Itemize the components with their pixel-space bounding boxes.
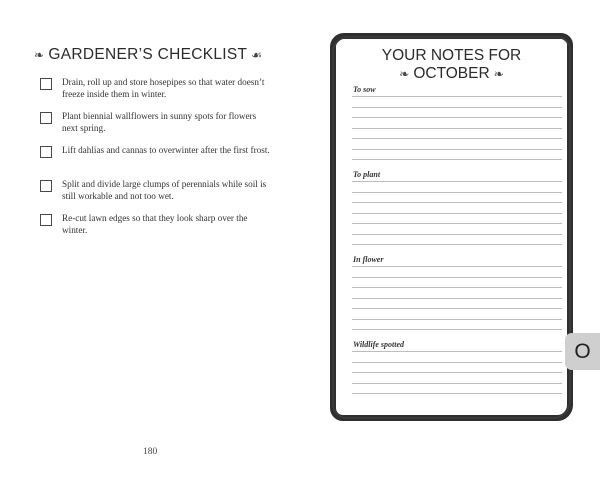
writing-line[interactable]: [352, 149, 562, 150]
notes-title: [336, 47, 567, 83]
checklist-title: [30, 46, 263, 64]
writing-line[interactable]: [352, 138, 562, 139]
writing-line[interactable]: [352, 181, 562, 182]
checklist-item-text: Lift dahlias and cannas to overwinter after the first frost.: [62, 145, 270, 155]
checklist-item-text: Plant biennial wallflowers in sunny spots for flowers next spring.: [62, 111, 257, 133]
checklist-item-text: Split and divide large clumps of perennials while soil is still workable and not too wet.: [62, 179, 267, 201]
writing-line[interactable]: [352, 308, 562, 309]
writing-line[interactable]: [352, 117, 562, 118]
checklist-item: [40, 213, 270, 247]
checklist-title-text: GARDENER’S CHECKLIST: [48, 46, 248, 63]
notes-title-line1: YOUR NOTES FOR: [381, 47, 522, 64]
checkbox[interactable]: [40, 180, 52, 192]
notes-card: [330, 33, 573, 421]
writing-line[interactable]: [352, 192, 562, 193]
month-tab[interactable]: O: [565, 333, 600, 370]
checklist-item-text: Drain, roll up and store hosepipes so that water doesn’t freeze inside them in winter.: [62, 77, 265, 99]
writing-line[interactable]: [352, 319, 562, 320]
checkbox[interactable]: [40, 214, 52, 226]
ornament-left-icon: ❧: [34, 47, 45, 62]
writing-line[interactable]: [352, 351, 562, 352]
page-number: 180: [143, 447, 158, 457]
writing-line[interactable]: [352, 244, 562, 245]
writing-line[interactable]: [352, 223, 562, 224]
writing-line[interactable]: [352, 393, 562, 394]
checklist-item-text: Re-cut lawn edges so that they look sharp over the winter.: [62, 213, 248, 235]
writing-line[interactable]: [352, 287, 562, 288]
writing-line[interactable]: [352, 213, 562, 214]
checkbox[interactable]: [40, 146, 52, 158]
writing-line[interactable]: [352, 159, 562, 160]
writing-line[interactable]: [352, 372, 562, 373]
writing-line[interactable]: [352, 362, 562, 363]
section-label: To sow: [353, 85, 376, 94]
checklist-item: [40, 77, 270, 111]
section-label: Wildlife spotted: [353, 340, 405, 349]
notes-title-line2: OCTOBER: [413, 65, 490, 83]
writing-line[interactable]: [352, 329, 562, 330]
checklist-item: [40, 179, 270, 213]
checkbox[interactable]: [40, 78, 52, 90]
ornament-icon: ❧: [493, 67, 504, 81]
notes-title-line2-wrap: [336, 65, 567, 83]
writing-line[interactable]: [352, 266, 562, 267]
ornament-icon: ❧: [399, 67, 410, 81]
writing-line[interactable]: [352, 277, 562, 278]
checklist: [40, 77, 270, 247]
checkbox[interactable]: [40, 112, 52, 124]
checklist-item: [40, 145, 270, 179]
writing-line[interactable]: [352, 298, 562, 299]
writing-line[interactable]: [352, 128, 562, 129]
writing-line[interactable]: [352, 96, 562, 97]
writing-line[interactable]: [352, 107, 562, 108]
writing-line[interactable]: [352, 202, 562, 203]
checklist-item: [40, 111, 270, 145]
section-label: To plant: [353, 170, 381, 179]
writing-line[interactable]: [352, 234, 562, 235]
section-label: In flower: [353, 255, 384, 264]
ornament-right-icon: ☙: [251, 47, 263, 62]
writing-line[interactable]: [352, 383, 562, 384]
